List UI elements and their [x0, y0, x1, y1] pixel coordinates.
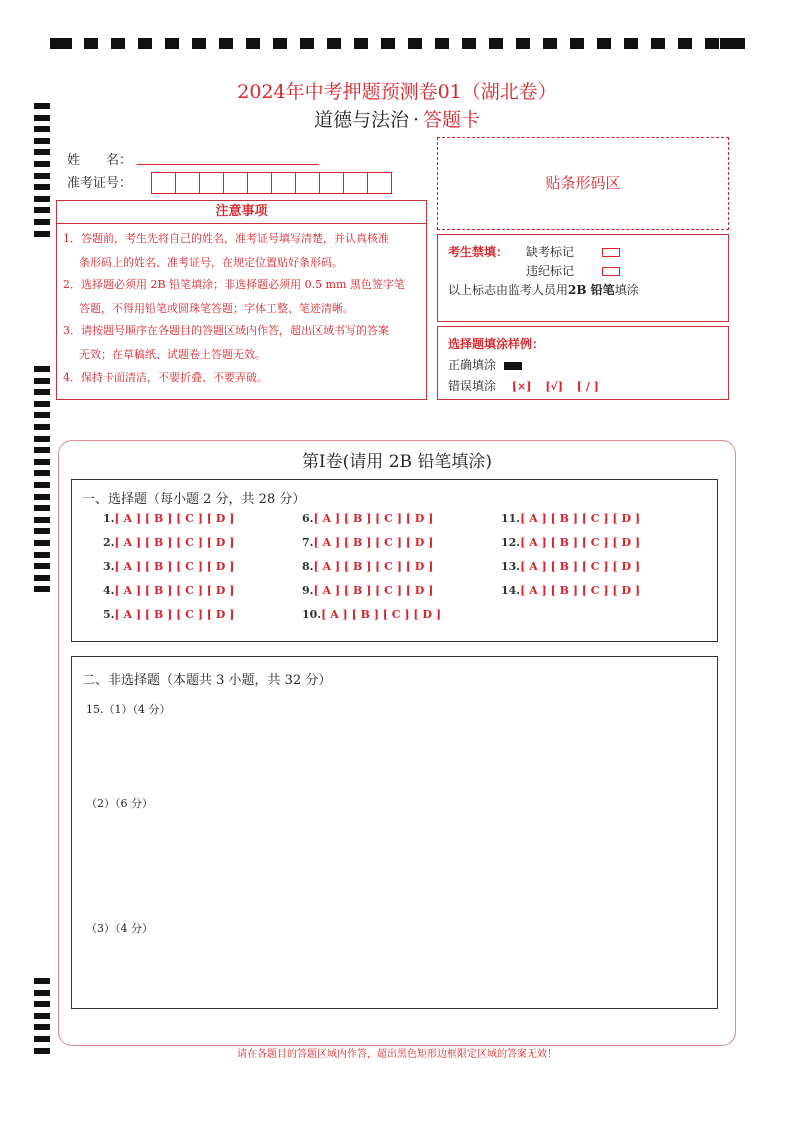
choice-question-number: 1. — [103, 512, 115, 525]
side-timing-mark — [34, 528, 50, 534]
timing-mark — [516, 38, 530, 49]
choice-question-11[interactable] — [501, 512, 640, 525]
note-item-3: 3．请按题号顺序在各题目的答题区域内作答，超出区域书写的答案 无效；在草稿纸、试题卷上答题无效。 — [63, 324, 389, 361]
exam-title: 2024年中考押题预测卷01（湖北卷） — [237, 81, 557, 103]
side-timing-mark — [34, 540, 50, 546]
side-timing-mark — [34, 196, 50, 202]
choice-options[interactable]: [ A ] [ B ] [ C ] [ D ] — [313, 536, 434, 549]
choice-question-number: 10. — [302, 608, 322, 621]
exam-id-digit-box[interactable] — [343, 172, 368, 194]
side-timing-mark — [34, 1036, 50, 1042]
timing-mark — [300, 38, 314, 49]
side-timing-mark — [34, 149, 50, 155]
choice-question-number: 5. — [103, 608, 115, 621]
correct-fill-label: 正确填涂 — [448, 358, 497, 372]
exam-id-digit-box[interactable] — [367, 172, 392, 194]
choice-options[interactable]: [ A ] [ B ] [ C ] [ D ] — [313, 584, 434, 597]
timing-mark — [705, 38, 719, 49]
side-timing-mark — [34, 517, 50, 523]
title-dot: · — [412, 109, 420, 131]
choice-question-1[interactable] — [103, 512, 234, 525]
side-timing-mark — [34, 424, 50, 430]
side-timing-mark — [34, 482, 50, 488]
forbidden-note: 以上标志由监考人员用2B 铅笔填涂 — [448, 283, 639, 297]
timing-mark — [597, 38, 611, 49]
name-label: 姓 名： — [67, 153, 133, 168]
subject-name: 道德与法治 — [313, 109, 409, 131]
exam-id-digit-box[interactable] — [199, 172, 224, 194]
timing-mark — [138, 38, 152, 49]
choice-question-7[interactable] — [302, 536, 433, 549]
choice-question-13[interactable] — [501, 560, 640, 573]
side-timing-mark — [34, 494, 50, 500]
timing-mark — [50, 38, 72, 49]
side-timing-mark — [34, 184, 50, 190]
q15-part3-label: （3）（4 分） — [86, 922, 153, 935]
choice-options[interactable]: [ A ] [ B ] [ C ] [ D ] — [520, 512, 641, 525]
correct-fill-row — [448, 356, 522, 373]
side-timing-mark — [34, 231, 50, 237]
wrong-fill-row — [448, 377, 599, 394]
id-label: 准考证号： — [67, 176, 133, 191]
note-item-1: 1．答题前，考生先将自己的姓名，准考证号填写清楚，并认真核准 条形码上的姓名、准考证号，在规定位置贴好条形码。 — [63, 232, 389, 269]
footer-warning: 请在各题目的答题区域内作答，超出黑色矩形边框限定区域的答案无效！ — [237, 1049, 557, 1060]
choice-section-title: 一、选择题（每小题 2 分，共 28 分） — [82, 492, 306, 507]
timing-mark — [273, 38, 287, 49]
timing-mark — [219, 38, 233, 49]
timing-mark — [165, 38, 179, 49]
barcode-area — [437, 137, 729, 230]
choice-question-number: 11. — [501, 512, 521, 525]
q15-part2-label: （2）（6 分） — [86, 797, 153, 810]
choice-options[interactable]: [ A ] [ B ] [ C ] [ D ] — [321, 608, 442, 621]
violation-mark-box[interactable] — [602, 267, 620, 276]
choice-question-8[interactable] — [302, 560, 433, 573]
q15-part1-label: 15.（1）（4 分） — [86, 703, 171, 716]
side-timing-mark — [34, 401, 50, 407]
choice-question-number: 2. — [103, 536, 115, 549]
side-timing-mark — [34, 1001, 50, 1007]
side-timing-mark — [34, 505, 50, 511]
choice-question-number: 14. — [501, 584, 521, 597]
choice-question-4[interactable] — [103, 584, 234, 597]
choice-options[interactable]: [ A ] [ B ] [ C ] [ D ] — [114, 584, 235, 597]
side-timing-mark — [34, 173, 50, 179]
timing-mark — [543, 38, 557, 49]
choice-options[interactable]: [ A ] [ B ] [ C ] [ D ] — [520, 560, 641, 573]
choice-question-2[interactable] — [103, 536, 234, 549]
choice-options[interactable]: [ A ] [ B ] [ C ] [ D ] — [114, 608, 235, 621]
choice-question-number: 6. — [302, 512, 314, 525]
side-timing-mark — [34, 219, 50, 225]
nonchoice-section-title: 二、非选择题（本题共 3 小题，共 32 分） — [82, 673, 332, 688]
side-timing-mark — [34, 436, 50, 442]
side-timing-mark — [34, 366, 50, 372]
note-item-2: 2．选择题必须用 2B 铅笔填涂；非选择题必须用 0.5 mm 黑色签字笔 答题，不得用铅笔或圆珠笔答题；字体工整、笔迹清晰。 — [63, 278, 405, 315]
timing-bar-top — [50, 38, 745, 50]
timing-mark — [489, 38, 503, 49]
choice-options[interactable]: [ A ] [ B ] [ C ] [ D ] — [520, 584, 641, 597]
exam-id-digit-box[interactable] — [223, 172, 248, 194]
choice-question-12[interactable] — [501, 536, 640, 549]
answer-card-label: 答题卡 — [423, 109, 481, 131]
absent-label: 缺考标记 — [526, 245, 575, 259]
side-timing-mark — [34, 978, 50, 984]
correct-fill-example — [504, 362, 522, 370]
timing-mark — [381, 38, 395, 49]
choice-options[interactable]: [ A ] [ B ] [ C ] [ D ] — [313, 560, 434, 573]
choice-options[interactable]: [ A ] [ B ] [ C ] [ D ] — [313, 512, 434, 525]
choice-question-3[interactable] — [103, 560, 234, 573]
timing-mark — [84, 38, 98, 49]
nonchoice-section-box — [71, 656, 718, 1009]
timing-mark — [624, 38, 638, 49]
choice-question-number: 12. — [501, 536, 521, 549]
q15-part2-answer-area[interactable] — [86, 815, 706, 915]
name-field[interactable] — [137, 164, 319, 165]
notes-box — [56, 200, 427, 400]
exam-id-digit-box[interactable] — [151, 172, 176, 194]
forbidden-label: 考生禁填： — [448, 245, 509, 259]
exam-id-digit-box[interactable] — [247, 172, 272, 194]
timing-mark — [720, 38, 745, 49]
side-timing-mark — [34, 990, 50, 996]
choice-question-14[interactable] — [501, 584, 640, 597]
timing-mark — [408, 38, 422, 49]
exam-id-digit-box[interactable] — [319, 172, 344, 194]
absent-mark-row — [526, 243, 620, 260]
note-item-4: 4．保持卡面清洁，不要折叠、不要弄破。 — [63, 371, 268, 384]
side-timing-mark — [34, 207, 50, 213]
choice-options[interactable]: [ A ] [ B ] [ C ] [ D ] — [114, 560, 235, 573]
timing-mark — [327, 38, 341, 49]
side-timing-mark — [34, 575, 50, 581]
choice-options[interactable]: [ A ] [ B ] [ C ] [ D ] — [114, 512, 235, 525]
wrong-mark-1: [×] — [511, 380, 532, 393]
violation-mark-row — [526, 262, 620, 279]
side-timing-mark — [34, 586, 50, 592]
side-timing-mark — [34, 378, 50, 384]
wrong-fill-label: 错误填涂 — [448, 379, 497, 393]
choice-question-number: 9. — [302, 584, 314, 597]
timing-mark — [435, 38, 449, 49]
side-timing-mark — [34, 1024, 50, 1030]
q15-part1-answer-area[interactable] — [86, 721, 706, 791]
wrong-mark-2: [√] — [545, 380, 563, 393]
exam-id-digit-box[interactable] — [295, 172, 320, 194]
choice-question-6[interactable] — [302, 512, 433, 525]
barcode-area-label: 贴条形码区 — [545, 174, 621, 192]
side-timing-mark — [34, 563, 50, 569]
timing-mark — [192, 38, 206, 49]
choice-question-number: 8. — [302, 560, 314, 573]
choice-options[interactable]: [ A ] [ B ] [ C ] [ D ] — [114, 536, 235, 549]
exam-id-digit-box[interactable] — [271, 172, 296, 194]
notes-heading: 注意事项 — [57, 201, 426, 224]
fill-sample-label: 选择题填涂样例： — [448, 337, 545, 351]
choice-question-number: 4. — [103, 584, 115, 597]
choice-question-number: 3. — [103, 560, 115, 573]
side-timing-mark — [34, 412, 50, 418]
choice-question-10[interactable] — [302, 608, 441, 621]
side-timing-mark — [34, 138, 50, 144]
exam-id-boxes[interactable] — [152, 172, 392, 194]
forbidden-box — [437, 234, 729, 322]
choice-question-5[interactable] — [103, 608, 234, 621]
exam-id-digit-box[interactable] — [175, 172, 200, 194]
choice-question-9[interactable] — [302, 584, 433, 597]
timing-mark — [570, 38, 584, 49]
choice-options[interactable]: [ A ] [ B ] [ C ] [ D ] — [520, 536, 641, 549]
side-timing-mark — [34, 161, 50, 167]
side-timing-mark — [34, 389, 50, 395]
side-timing-mark — [34, 1013, 50, 1019]
timing-mark — [651, 38, 665, 49]
timing-mark — [354, 38, 368, 49]
wrong-mark-3: [ / ] — [576, 380, 599, 393]
absent-mark-box[interactable] — [602, 248, 620, 257]
q15-part3-answer-area[interactable] — [86, 940, 706, 1000]
timing-mark — [111, 38, 125, 49]
fill-sample-box — [437, 326, 729, 400]
subject-title — [0, 105, 794, 132]
part1-title: 第Ⅰ卷(请用 2B 铅笔填涂) — [301, 452, 493, 472]
choice-question-number: 7. — [302, 536, 314, 549]
timing-mark — [462, 38, 476, 49]
choice-question-number: 13. — [501, 560, 521, 573]
violation-label: 违纪标记 — [526, 264, 575, 278]
side-timing-mark — [34, 552, 50, 558]
timing-mark — [678, 38, 692, 49]
timing-mark — [246, 38, 260, 49]
